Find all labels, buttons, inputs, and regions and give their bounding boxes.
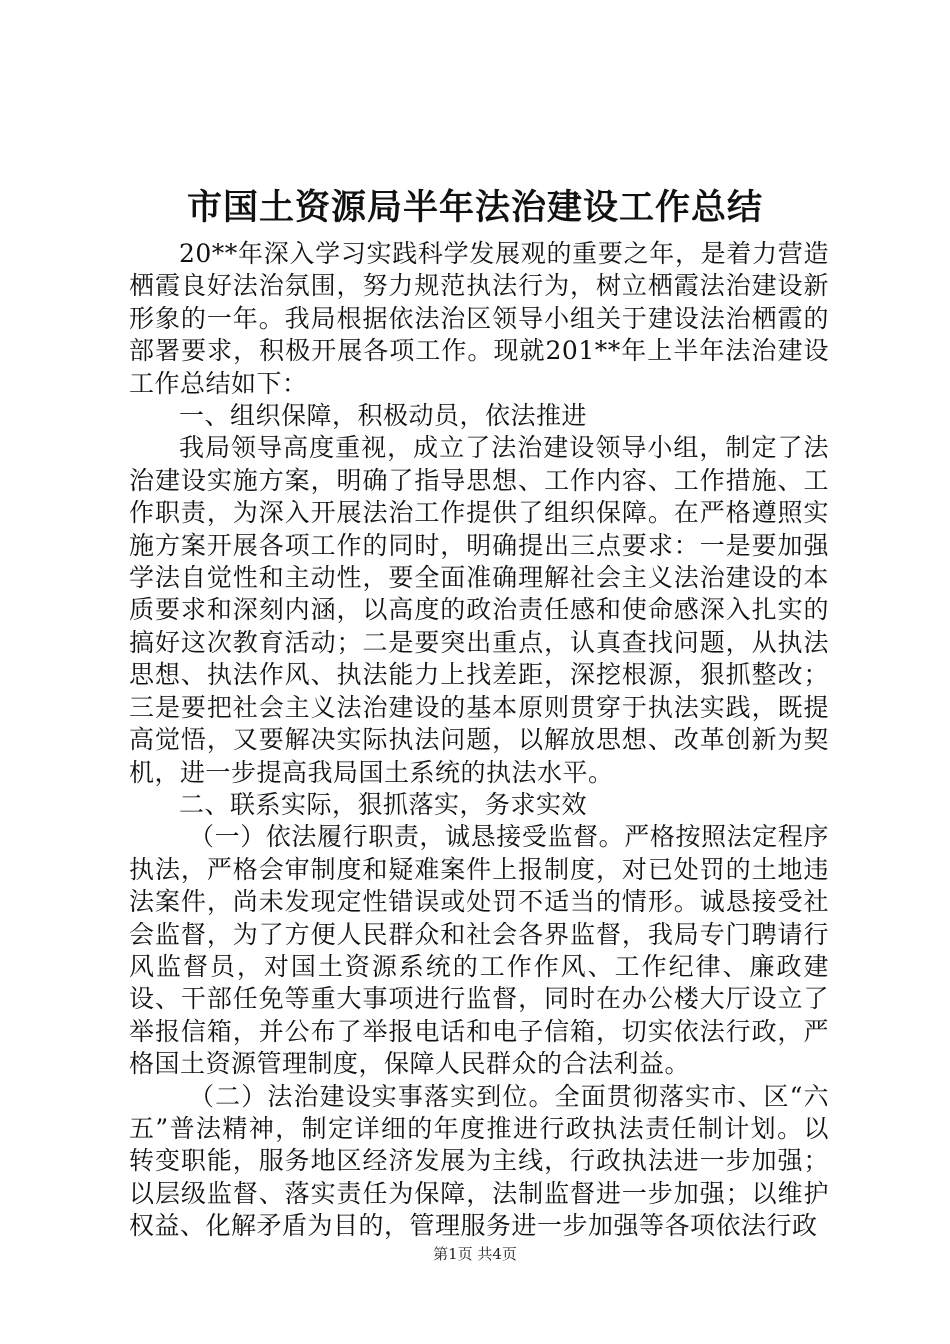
page-footer: 第1页 共4页 <box>433 1245 517 1263</box>
document-title: 市国土资源局半年法治建设工作总结 <box>186 187 763 228</box>
section-heading-1: 一、组织保障，积极动员，依法推进 <box>179 401 588 431</box>
subsection-2-paragraph: （二）法治建设实事落实到位。全面贯彻落实市、区“六五”普法精神，制定详细的年度推进行政执法责任制计划。以转变职能，服务地区经济发展为主线，行政执法进一步加强；以层级监督、落实责任为保障，法制监督进一步加强；以维护权益、化解矛盾为目的，管理服务进一步加强等各项依法行政 <box>129 1081 829 1241</box>
subsection-1-paragraph: （一）依法履行职责，诚恳接受监督。严格按照法定程序执法，严格会审制度和疑难案件上报制度，对已处罚的土地违法案件，尚未发现定性错误或处罚不适当的情形。诚恳接受社会监督，为了方便人民群众和社会各界监督，我局专门聘请行风监督员，对国土资源系统的工作作风、工作纪律、廉政建设、干部任免等重大事项进行监督，同时在办公楼大厅设立了举报信箱，并公布了举报电话和电子信箱，切实依法行政，严格国土资源管理制度，保障人民群众的合法利益。 <box>129 822 829 1079</box>
section-heading-2: 二、联系实际，狠抓落实，务求实效 <box>179 789 588 819</box>
document-body <box>129 238 829 1243</box>
section-1-paragraph: 我局领导高度重视，成立了法治建设领导小组，制定了法治建设实施方案，明确了指导思想、工作内容、工作措施、工作职责，为深入开展法治工作提供了组织保障。在严格遵照实施方案开展各项工作的同时，明确提出三点要求：一是要加强学法自觉性和主动性，要全面准确理解社会主义法治建设的本质要求和深刻内涵，以高度的政治责任感和使命感深入扎实的搞好这次教育活动；二是要突出重点，认真查找问题，从执法思想、执法作风、执法能力上找差距，深挖根源，狠抓整改；三是要把社会主义法治建设的基本原则贯穿于执法实践，既提高觉悟，又要解决实际执法问题，以解放思想、改革创新为契机，进一步提高我局国土系统的执法水平。 <box>129 433 829 787</box>
intro-paragraph: 20**年深入学习实践科学发展观的重要之年，是着力营造栖霞良好法治氛围，努力规范执法行为，树立栖霞法治建设新形象的一年。我局根据依法治区领导小组关于建设法治栖霞的部署要求，积极开展各项工作。现就201**年上半年法治建设工作总结如下： <box>129 239 829 398</box>
